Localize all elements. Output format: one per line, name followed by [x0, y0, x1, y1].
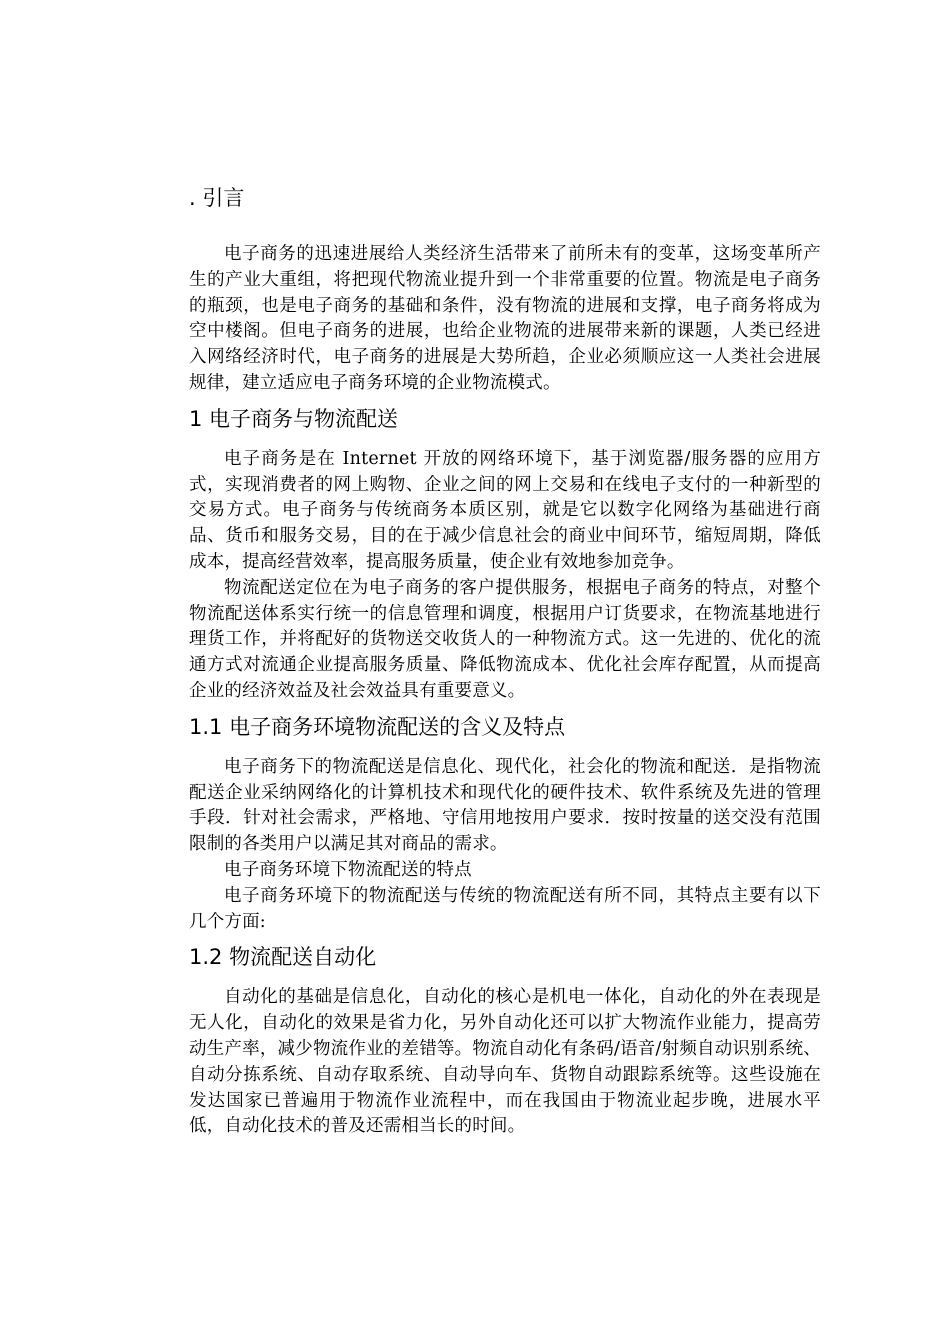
section-1-1-paragraph-2: 电子商务环境下物流配送的特点 — [224, 859, 472, 880]
section-1-1-heading: 1.1 电子商务环境物流配送的含义及特点 — [189, 714, 566, 739]
section-1-paragraph-1: 电子商务是在 Internet 开放的网络环境下，基于浏览器/服务器的应用方式，实现消费者的网上购物、企业之间的网上交易和在线电子支付的一种新型的交易方式。电子商务与传统商务本质区别，就是它以数字化网络为基础进行商品、货币和服务交易，目的在于减少信息社会的商业中间环节，缩短周期，降低成本，提高经营效率，提高服务质量，使企业有效地参加竞争。 — [189, 448, 821, 572]
section-1-1-paragraph-1: 电子商务下的物流配送是信息化、现代化，社会化的物流和配送．是指物流配送企业采纳网络化的计算机技术和现代化的硬件技术、软件系统及先进的管理手段．针对社会需求，严格地、守信用地按用户要求．按时按量的送交没有范围限制的各类用户以满足其对商品的需求。 — [189, 756, 821, 855]
intro-heading: . 引言 — [189, 186, 245, 210]
intro-paragraph: 电子商务的迅速进展给人类经济生活带来了前所未有的变革，这场变革所产生的产业大重组，将把现代物流业提升到一个非常重要的位置。物流是电子商务的瓶颈，也是电子商务的基础和条件，没有物流的进展和支撑，电子商务将成为空中楼阁。但电子商务的进展，也给企业物流的进展带来新的课题，人类已经进入网络经济时代，电子商务的进展是大势所趋，企业必须顺应这一人类社会进展规律，建立适应电子商务环境的企业物流模式。 — [189, 244, 821, 393]
section-1-paragraph-2: 物流配送定位在为电子商务的客户提供服务，根据电子商务的特点，对整个物流配送体系实行统一的信息管理和调度，根据用户订货要求，在物流基地进行理货工作，并将配好的货物送交收货人的一种物流方式。这一先进的、优化的流通方式对流通企业提高服务质量、降低物流成本、优化社会库存配置，从而提高企业的经济效益及社会效益具有重要意义。 — [189, 577, 821, 701]
section-1-2-heading: 1.2 物流配送自动化 — [189, 945, 377, 970]
document-body — [189, 182, 821, 1140]
section-1-heading: 1 电子商务与物流配送 — [189, 406, 399, 431]
section-1-2-paragraph-1: 自动化的基础是信息化，自动化的核心是机电一体化，自动化的外在表现是无人化，自动化的效果是省力化，另外自动化还可以扩大物流作业能力，提高劳动生产率，减少物流作业的差错等。物流自动化有条码/语音/射频自动识别系统、自动分拣系统、自动存取系统、自动导向车、货物自动跟踪系统等。这些设施在发达国家已普遍用于物流作业流程中，而在我国由于物流业起步晚，进展水平低，自动化技术的普及还需相当长的时间。 — [189, 987, 821, 1137]
section-1-1-paragraph-3: 电子商务环境下的物流配送与传统的物流配送有所不同，其特点主要有以下几个方面: — [189, 885, 821, 932]
